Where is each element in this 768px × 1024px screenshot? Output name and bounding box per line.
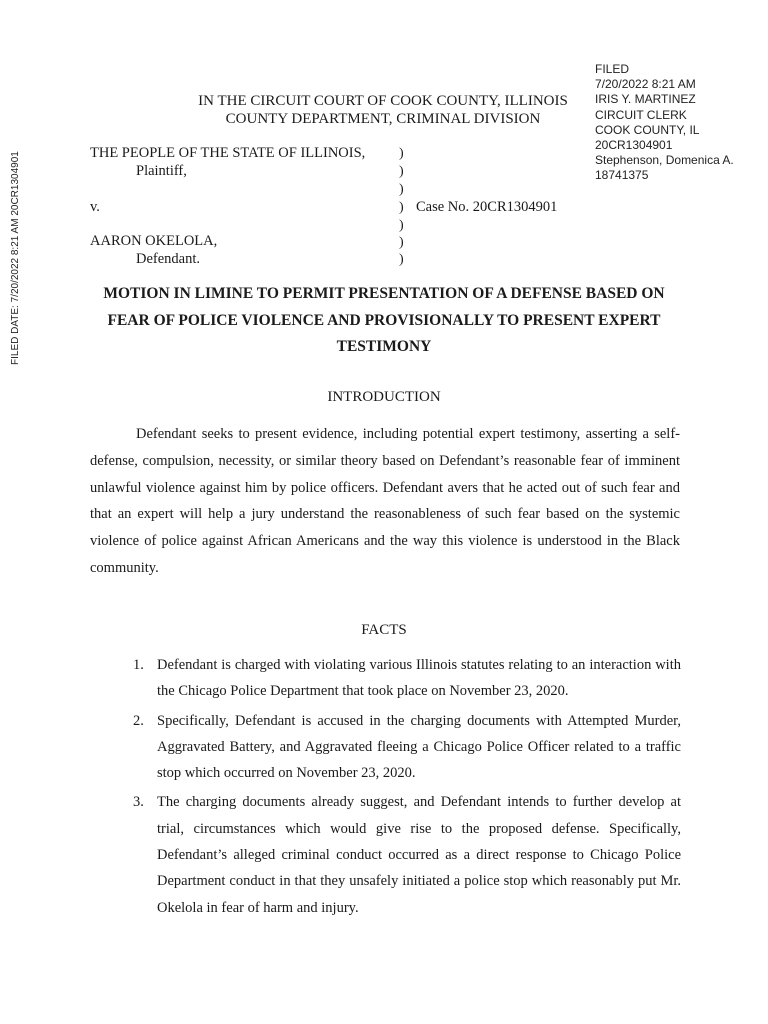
case-number: Case No. 20CR1304901	[416, 199, 558, 215]
filed-stamp	[595, 62, 734, 184]
caption-paren: )	[399, 146, 404, 161]
facts-heading: FACTS	[361, 622, 407, 638]
filed-stamp-line: Stephenson, Domenica A.	[595, 153, 734, 168]
fact-item	[133, 708, 681, 787]
motion-title-line: FEAR OF POLICE VIOLENCE AND PROVISIONALLY TO PRESENT EXPERT	[107, 311, 661, 329]
court-name: IN THE CIRCUIT COURT OF COOK COUNTY, ILLINOIS	[198, 93, 568, 109]
fact-number: 1.	[133, 657, 144, 673]
caption-paren: )	[399, 200, 404, 215]
facts-list	[133, 652, 681, 924]
filed-stamp-line: FILED	[595, 62, 630, 76]
motion-title-line: TESTIMONY	[336, 338, 432, 355]
fact-number: 3.	[133, 794, 144, 811]
fact-item	[133, 652, 681, 705]
filed-stamp-line: 7/20/2022 8:21 AM	[595, 77, 696, 92]
filed-stamp-line: CIRCUIT CLERK	[595, 107, 687, 122]
motion-title-line: MOTION IN LIMINE TO PERMIT PRESENTATION OF A DEFENSE BASED ON	[103, 285, 665, 302]
filed-stamp-line: 20CR1304901	[595, 138, 673, 153]
plaintiff-role: Plaintiff,	[136, 163, 187, 179]
side-filed-date-text: FILED DATE: 7/20/2022 8:21 AM 20CR1304901	[10, 151, 21, 365]
defendant-name: AARON OKELOLA,	[90, 233, 218, 249]
court-heading	[193, 92, 573, 128]
plaintiff-name: THE PEOPLE OF THE STATE OF ILLINOIS,	[90, 145, 366, 161]
introduction-heading: INTRODUCTION	[327, 389, 441, 405]
fact-text: The charging documents already suggest, and Defendant intends to further develop at trial, circumstances which would give rise to the proposed defense. Specifically, Defendant’s alleged criminal conduct occurred as a direct response to Chicago Police Department conduct in that they unsafely initiated a police stop which reasonably put Mr. Okelola in fear of harm and injury.	[157, 794, 681, 916]
caption-paren: )	[399, 235, 404, 250]
fact-number: 2.	[133, 712, 144, 729]
court-division: COUNTY DEPARTMENT, CRIMINAL DIVISION	[225, 111, 541, 127]
side-filed-date-stamp	[3, 135, 21, 365]
fact-item	[133, 789, 681, 920]
defendant-role: Defendant.	[136, 251, 201, 267]
caption-paren: )	[399, 252, 404, 267]
filed-stamp-line: 18741375	[595, 168, 649, 183]
introduction-paragraph: Defendant seeks to present evidence, including potential expert testimony, asserting a self-defense, compulsion, necessity, or similar theory based on Defendant’s reasonable fear of imminent unlawful violence against him by police officers. Defendant avers that he acted out of such fear and that an expert will help a jury understand the reasonableness of such fear based on the systemic violence of police against African Americans and the way this violence is understood in the Black community.	[90, 426, 680, 576]
versus: v.	[90, 199, 100, 215]
fact-text: Specifically, Defendant is accused in the charging documents with Attempted Murder, Aggravated Battery, and Aggravated fleeing a Chicago Police Officer related to a traffic stop which occurred on November 23, 2020.	[157, 712, 681, 782]
motion-title	[80, 281, 688, 361]
caption-paren: )	[399, 182, 404, 197]
caption-paren: )	[399, 164, 404, 179]
filed-stamp-line: COOK COUNTY, IL	[595, 122, 700, 137]
filed-stamp-line: IRIS Y. MARTINEZ	[595, 92, 696, 107]
caption-paren: )	[399, 218, 404, 233]
fact-text: Defendant is charged with violating various Illinois statutes relating to an interaction with the Chicago Police Department that took place on November 23, 2020.	[157, 657, 681, 700]
